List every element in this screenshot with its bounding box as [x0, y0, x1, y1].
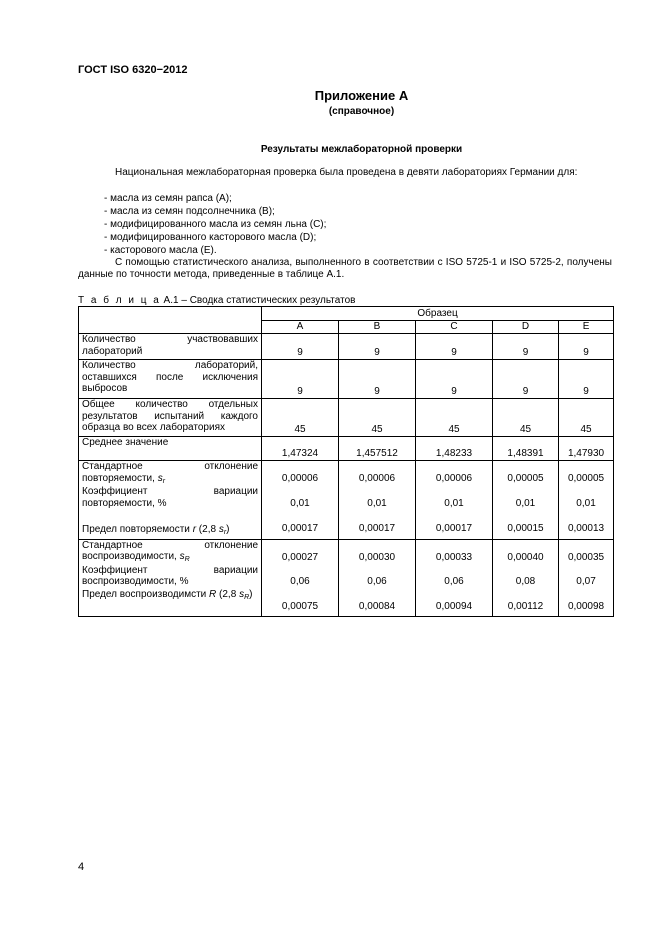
table-cell: 9: [262, 334, 339, 360]
table-row: [79, 399, 614, 437]
table-cell: 0,00040 0,08 0,00112: [493, 539, 559, 616]
table-corner-cell: [79, 307, 262, 334]
table-cell: 0,00033 0,06 0,00094: [416, 539, 493, 616]
table-cell: 9: [262, 360, 339, 399]
table-caption-text: А.1 – Сводка статистических результатов: [160, 295, 356, 306]
table-cell: 0,00006 0,01 0,00017: [262, 461, 339, 540]
table-cell: 0,00006 0,01 0,00017: [416, 461, 493, 540]
sample-group-header: Образец: [262, 307, 614, 321]
table-cell: 0,00035 0,07 0,00098: [559, 539, 614, 616]
appendix-subtitle: (справочное): [328, 106, 395, 117]
page-number: 4: [78, 861, 85, 873]
table-cell: 9: [339, 334, 416, 360]
table-cell: 9: [493, 334, 559, 360]
table-cell: 1,48391: [493, 437, 559, 461]
repeatability-limit-label: Предел повторяемости r (2,8 $s_r$): [82, 524, 230, 536]
intro-paragraph: Национальная межлабораторная проверка была проведена в девяти лабораториях Германии для:: [115, 167, 578, 178]
conclusion-paragraph: С помощью статистического анализа, выполненного в соответствии с ISO 5725-1 и ISO 5725-2, получены данные по точности метода, приведенные в таблице А.1.: [78, 257, 612, 281]
table-cell: 0,00027 0,06 0,00075: [262, 539, 339, 616]
row-label: Количество лабораторий, оставшихся после исключения выбросов: [79, 360, 262, 399]
table-cell: 9: [416, 360, 493, 399]
list-item: - касторового масла (E).: [104, 245, 217, 256]
table-cell: 9: [559, 360, 614, 399]
table-cell: 9: [559, 334, 614, 360]
table-row: [79, 360, 614, 399]
sd-reproducibility-label: Стандартное отклонение воспроизводимости, $s_R$: [82, 539, 258, 564]
table-cell: 1,457512: [339, 437, 416, 461]
table-cell: 0,00005 0,01 0,00015: [493, 461, 559, 540]
table-cell: 45: [339, 399, 416, 437]
reproducibility-limit-label: Предел воспроизводимсти R (2,8 $s_R$): [82, 588, 253, 601]
cv-repeatability-label: Коэффициент вариации повторяемости, %: [82, 486, 258, 509]
list-item: - модифицированного масла из семян льна (С);: [104, 219, 327, 230]
table-cell: 1,47930: [559, 437, 614, 461]
column-header: B: [339, 321, 416, 334]
table-caption-prefix: Т а б л и ц а: [78, 295, 161, 306]
table-cell: 9: [493, 360, 559, 399]
list-item: - модифицированного касторового масла (D);: [104, 232, 317, 243]
list-item: - масла из семян подсолнечника (B);: [104, 206, 275, 217]
table-cell: 45: [493, 399, 559, 437]
row-label: Среднее значение: [79, 437, 262, 461]
table-cell: 0,00005 0,01 0,00013: [559, 461, 614, 540]
row-label: Количество участвовавших лабораторий: [79, 334, 262, 360]
table-cell: 45: [559, 399, 614, 437]
cv-reproducibility-label: Коэффициент вариации воспроизводимости, %: [82, 564, 258, 588]
table-cell: 1,48233: [416, 437, 493, 461]
appendix-title: Приложение А: [314, 88, 409, 103]
table-cell: 45: [262, 399, 339, 437]
repeatability-label-block: [79, 461, 262, 540]
table-cell: 45: [416, 399, 493, 437]
column-header: D: [493, 321, 559, 334]
column-header: C: [416, 321, 493, 334]
table-cell: 0,00006 0,01 0,00017: [339, 461, 416, 540]
column-header: E: [559, 321, 614, 334]
section-title: Результаты межлабораторной проверки: [260, 144, 463, 155]
table-cell: 9: [339, 360, 416, 399]
document-code: ГОСТ ISO 6320−2012: [78, 64, 188, 76]
table-cell: 1,47324: [262, 437, 339, 461]
table-cell: 0,00030 0,06 0,00084: [339, 539, 416, 616]
table-row: [79, 334, 614, 360]
table-cell: 9: [416, 334, 493, 360]
sd-repeatability-label: Стандартное отклонение повторяемости, $s_r$: [82, 461, 258, 485]
row-label: Общее количество отдельных результатов испытаний каждого образца во всех лабораториях: [79, 399, 262, 437]
reproducibility-label-block: [79, 539, 262, 616]
statistics-table: [78, 306, 614, 617]
column-header: A: [262, 321, 339, 334]
table-row: [79, 437, 614, 461]
table-row-repeatability: [79, 461, 614, 540]
table-row-reproducibility: [79, 539, 614, 616]
table-caption: [78, 295, 355, 306]
list-item: - масла из семян рапса (A);: [104, 193, 232, 204]
